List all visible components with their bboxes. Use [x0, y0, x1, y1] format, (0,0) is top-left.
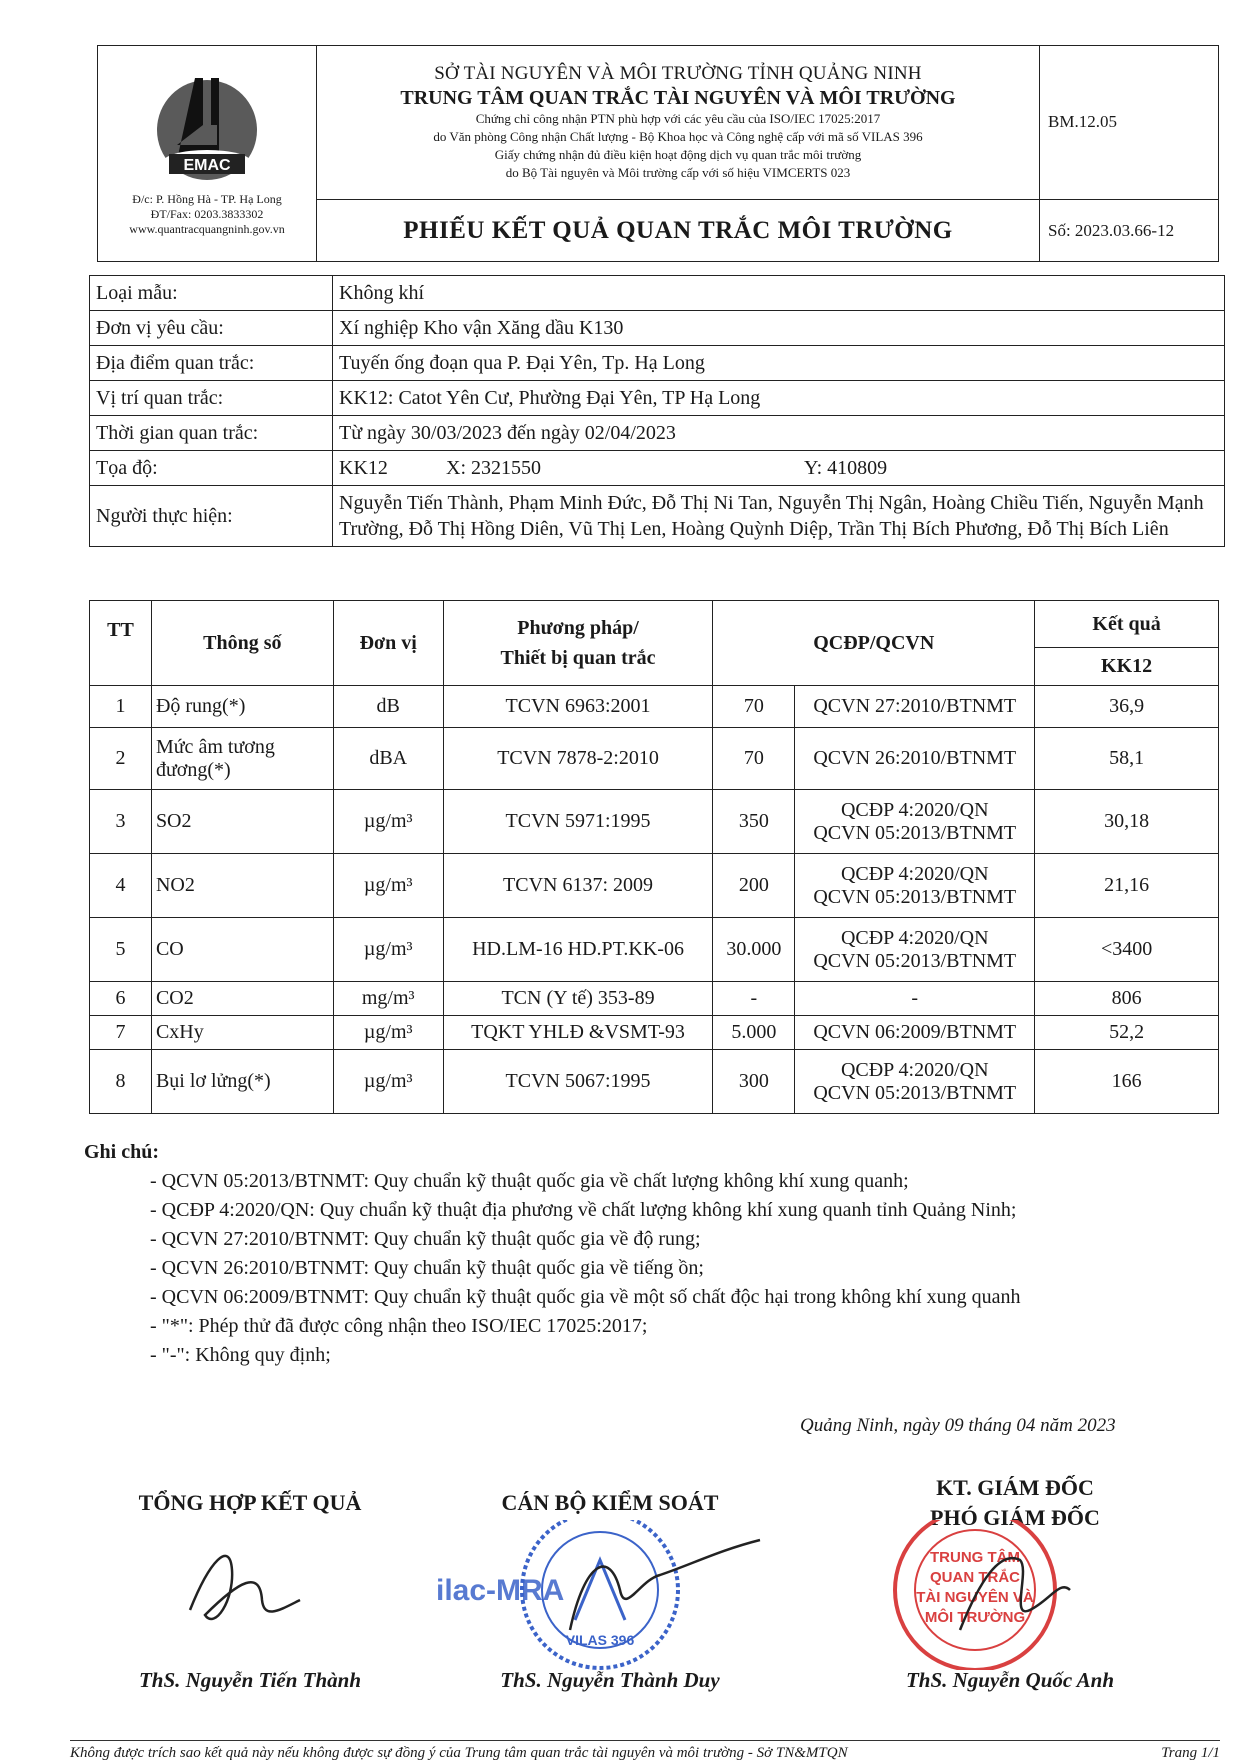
table-row: [90, 790, 1219, 854]
note-line: - QCVN 06:2009/BTNMT: Quy chuẩn kỹ thuật quốc gia về một số chất độc hại trong không khí xung quanh: [150, 1286, 1021, 1308]
row-param: CxHy: [151, 1016, 333, 1050]
row-limit: 200: [713, 854, 795, 918]
row-limit: 30.000: [713, 918, 795, 982]
row-method: TCVN 6137: 2009: [443, 854, 713, 918]
row-unit: µg/m³: [333, 854, 443, 918]
logo-text: EMAC: [183, 157, 231, 174]
logo-cell: [98, 46, 317, 262]
row-unit: dBA: [333, 728, 443, 790]
address: Đ/c: P. Hồng Hà - TP. Hạ Long: [132, 192, 282, 206]
row-method: TCVN 7878-2:2010: [443, 728, 713, 790]
signature-art: [0, 1520, 1239, 1670]
stamp-code: VILAS 396: [565, 1632, 635, 1648]
note-line: - QCĐP 4:2020/QN: Quy chuẩn kỹ thuật địa phương về chất lượng không khí xung quanh tỉnh Quảng Ninh;: [150, 1199, 1017, 1221]
requester-label: Đơn vị yêu cầu:: [90, 311, 333, 346]
row-result: 30,18: [1035, 790, 1219, 854]
staff-label: Người thực hiện:: [90, 486, 333, 547]
note-line: - QCVN 27:2010/BTNMT: Quy chuẩn kỹ thuật quốc gia về độ rung;: [150, 1228, 701, 1250]
col-result: Kết quả: [1035, 601, 1219, 648]
org-line-2: TRUNG TÂM QUAN TRẮC TÀI NGUYÊN VÀ MÔI TRƯỜNG: [400, 87, 956, 109]
sample-type: Không khí: [333, 276, 1225, 311]
row-tt: 3: [90, 790, 152, 854]
row-unit: mg/m³: [333, 982, 443, 1016]
table-row: [90, 918, 1219, 982]
row-result: <3400: [1035, 918, 1219, 982]
row-param: SO2: [151, 790, 333, 854]
cert-line-2: do Văn phòng Công nhận Chất lượng - Bộ Khoa học và Công nghệ cấp với mã số VILAS 396: [433, 129, 923, 144]
svg-text:QUAN TRẮC: QUAN TRẮC: [930, 1569, 1020, 1586]
sig2-title: CÁN BỘ KIỂM SOÁT: [501, 1490, 719, 1515]
row-standard: QCĐP 4:2020/QN QCVN 05:2013/BTNMT: [795, 790, 1035, 854]
row-param: Mức âm tương đương(*): [151, 728, 333, 790]
row-standard: QCVN 06:2009/BTNMT: [795, 1016, 1035, 1050]
ilac-text: ilac-MRA: [436, 1574, 565, 1607]
form-code: BM.12.05: [1040, 46, 1219, 200]
position-label: Vị trí quan trắc:: [90, 381, 333, 416]
col-unit: Đơn vị: [333, 601, 443, 686]
sig3-title-2: PHÓ GIÁM ĐỐC: [930, 1505, 1100, 1530]
coord-x: X: 2321550: [446, 456, 541, 479]
row-standard: QCVN 27:2010/BTNMT: [795, 686, 1035, 728]
footer-rule: [70, 1740, 1220, 1741]
signature-1: [190, 1556, 300, 1619]
col-tt: TT: [90, 601, 152, 686]
col-method: Phương pháp/ Thiết bị quan trắc: [443, 601, 713, 686]
org-cell: [317, 46, 1040, 200]
notes: [84, 1138, 1021, 1370]
cert-line-3: Giấy chứng nhận đủ điều kiện hoạt động dịch vụ quan trắc môi trường: [494, 147, 862, 162]
row-method: TCN (Y tế) 353-89: [443, 982, 713, 1016]
header-table: [97, 45, 1219, 262]
note-line: - QCVN 05:2013/BTNMT: Quy chuẩn kỹ thuật quốc gia về chất lượng không khí xung quanh;: [150, 1170, 909, 1192]
table-row: [90, 854, 1219, 918]
row-tt: 4: [90, 854, 152, 918]
coord: [333, 451, 1225, 486]
location-label: Địa điểm quan trắc:: [90, 346, 333, 381]
report-title: PHIẾU KẾT QUẢ QUAN TRẮC MÔI TRƯỜNG: [317, 200, 1040, 262]
row-unit: µg/m³: [333, 1050, 443, 1114]
sig3-title-1: KT. GIÁM ĐỐC: [936, 1475, 1094, 1500]
row-param: Độ rung(*): [151, 686, 333, 728]
row-param: CO: [151, 918, 333, 982]
row-param: Bụi lơ lửng(*): [151, 1050, 333, 1114]
phone: ĐT/Fax: 0203.3833302: [150, 207, 264, 221]
row-limit: 5.000: [713, 1016, 795, 1050]
sig3-name: ThS. Nguyễn Quốc Anh: [905, 1668, 1115, 1692]
svg-text:MÔI TRƯỜNG: MÔI TRƯỜNG: [924, 1609, 1026, 1626]
cert-line-4: do Bộ Tài nguyên và Môi trường cấp với số hiệu VIMCERTS 023: [505, 165, 851, 180]
coord-label: Tọa độ:: [90, 451, 333, 486]
row-method: HD.LM-16 HD.PT.KK-06: [443, 918, 713, 982]
row-unit: µg/m³: [333, 918, 443, 982]
coord-id: KK12: [339, 456, 388, 479]
footer: [70, 1745, 1220, 1762]
row-result: 166: [1035, 1050, 1219, 1114]
row-standard: -: [795, 982, 1035, 1016]
footer-text: Không được trích sao kết quả này nếu không được sự đồng ý của Trung tâm quan trắc tài nguyên và môi trường - Sở TN&MTQN: [70, 1745, 848, 1761]
row-param: CO2: [151, 982, 333, 1016]
row-limit: 70: [713, 686, 795, 728]
row-standard: QCĐP 4:2020/QN QCVN 05:2013/BTNMT: [795, 854, 1035, 918]
accreditation-stamp: [436, 1520, 678, 1668]
row-tt: 1: [90, 686, 152, 728]
org-line-1: SỞ TÀI NGUYÊN VÀ MÔI TRƯỜNG TỈNH QUẢNG NINH: [434, 63, 922, 84]
row-standard: QCVN 26:2010/BTNMT: [795, 728, 1035, 790]
report-number: Số: 2023.03.66-12: [1040, 200, 1219, 262]
signature-2: [570, 1540, 760, 1630]
staff: Nguyễn Tiến Thành, Phạm Minh Đức, Đỗ Thị Ni Tan, Nguyễn Thị Ngân, Hoàng Chiều Tiến, Nguyễn Mạnh Trường, Đỗ Thị Hồng Diên, Vũ Thị Len, Hoàng Quỳnh Diệp, Trần Thị Bích Phương, Đỗ Thị Bích Liên: [333, 486, 1225, 547]
row-result: 52,2: [1035, 1016, 1219, 1050]
table-row: [90, 686, 1219, 728]
sig1-name: ThS. Nguyễn Tiến Thành: [138, 1668, 362, 1692]
row-tt: 2: [90, 728, 152, 790]
row-method: TCVN 5067:1995: [443, 1050, 713, 1114]
notes-title: Ghi chú:: [84, 1141, 160, 1163]
time: Từ ngày 30/03/2023 đến ngày 02/04/2023: [333, 416, 1225, 451]
requester: Xí nghiệp Kho vận Xăng dầu K130: [333, 311, 1225, 346]
emac-logo: [147, 70, 267, 188]
row-limit: -: [713, 982, 795, 1016]
col-site: KK12: [1035, 648, 1219, 686]
table-row: [90, 1016, 1219, 1050]
table-row: [90, 982, 1219, 1016]
svg-text:TÀI NGUYÊN VÀ: TÀI NGUYÊN VÀ: [916, 1589, 1034, 1606]
page-number: Trang 1/1: [1161, 1745, 1220, 1761]
time-label: Thời gian quan trắc:: [90, 416, 333, 451]
row-tt: 7: [90, 1016, 152, 1050]
cert-line-1: Chứng chỉ công nhận PTN phù hợp với các yêu cầu của ISO/IEC 17025:2017: [475, 111, 881, 126]
row-result: 58,1: [1035, 728, 1219, 790]
sig1-title: TỔNG HỢP KẾT QUẢ: [138, 1490, 362, 1515]
row-limit: 300: [713, 1050, 795, 1114]
note-line: - "*": Phép thử đã được công nhận theo ISO/IEC 17025:2017;: [150, 1315, 648, 1337]
row-tt: 8: [90, 1050, 152, 1114]
row-tt: 5: [90, 918, 152, 982]
row-unit: µg/m³: [333, 790, 443, 854]
note-line: - "-": Không quy định;: [150, 1344, 331, 1366]
svg-text:TRUNG TÂM: TRUNG TÂM: [930, 1549, 1020, 1566]
sig2-name: ThS. Nguyễn Thành Duy: [500, 1668, 720, 1692]
row-result: 21,16: [1035, 854, 1219, 918]
table-row: [90, 728, 1219, 790]
table-row: [90, 1050, 1219, 1114]
row-result: 806: [1035, 982, 1219, 1016]
col-standard: QCĐP/QCVN: [713, 601, 1035, 686]
position: KK12: Catot Yên Cư, Phường Đại Yên, TP Hạ Long: [333, 381, 1225, 416]
row-standard: QCĐP 4:2020/QN QCVN 05:2013/BTNMT: [795, 918, 1035, 982]
row-limit: 350: [713, 790, 795, 854]
row-unit: dB: [333, 686, 443, 728]
row-method: TCVN 5971:1995: [443, 790, 713, 854]
row-param: NO2: [151, 854, 333, 918]
row-method: TCVN 6963:2001: [443, 686, 713, 728]
row-method: TQKT YHLĐ &VSMT-93: [443, 1016, 713, 1050]
row-tt: 6: [90, 982, 152, 1016]
info-table: [89, 275, 1225, 547]
results-table: [89, 600, 1219, 1114]
website[interactable]: www.quantracquangninh.gov.vn: [129, 222, 285, 236]
location: Tuyến ống đoạn qua P. Đại Yên, Tp. Hạ Long: [333, 346, 1225, 381]
row-result: 36,9: [1035, 686, 1219, 728]
sample-type-label: Loại mẫu:: [90, 276, 333, 311]
row-standard: QCĐP 4:2020/QN QCVN 05:2013/BTNMT: [795, 1050, 1035, 1114]
date-line: Quảng Ninh, ngày 09 tháng 04 năm 2023: [800, 1415, 1116, 1436]
coord-y: Y: 410809: [804, 456, 888, 479]
note-line: - QCVN 26:2010/BTNMT: Quy chuẩn kỹ thuật quốc gia về tiếng ồn;: [150, 1257, 704, 1279]
row-limit: 70: [713, 728, 795, 790]
col-param: Thông số: [151, 601, 333, 686]
row-unit: µg/m³: [333, 1016, 443, 1050]
